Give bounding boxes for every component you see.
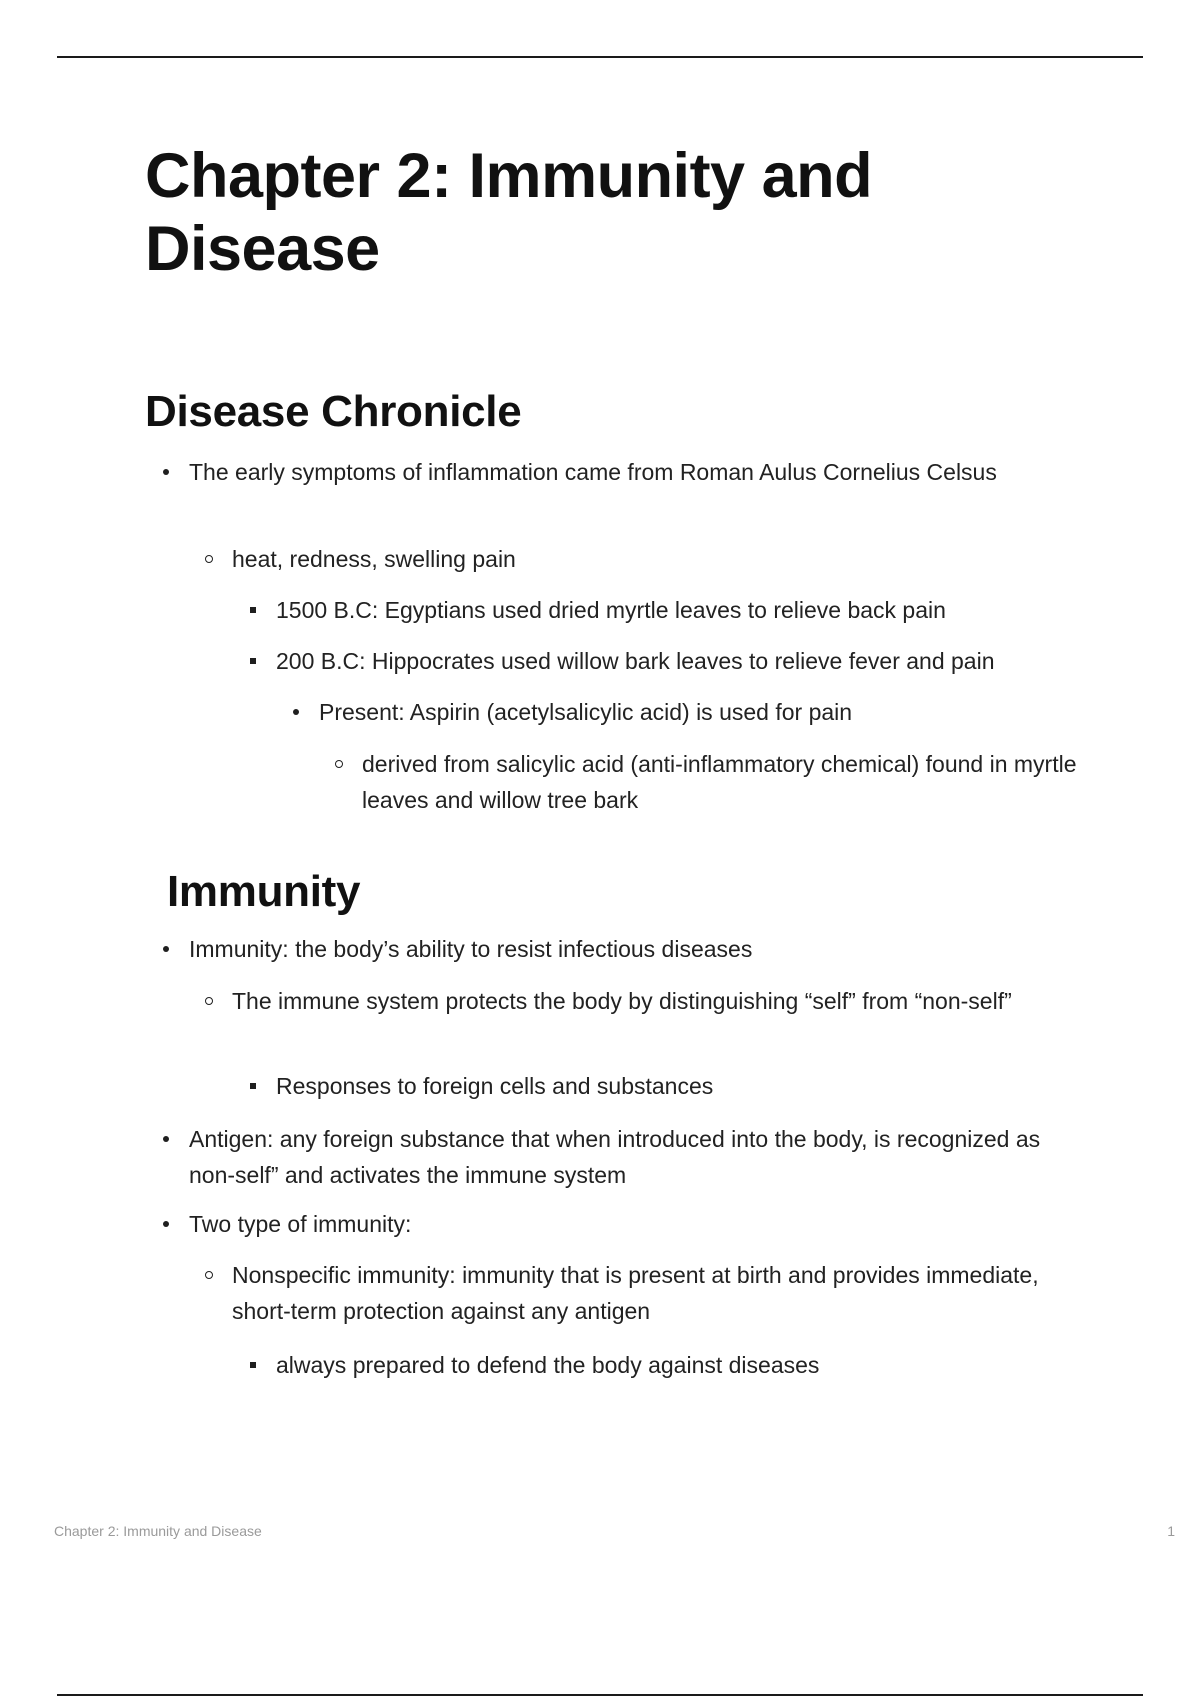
list-item [362, 746, 1097, 818]
top-rule [57, 56, 1143, 58]
list-item [276, 1068, 1136, 1104]
bottom-rule [57, 1694, 1143, 1696]
page-title: Chapter 2: Immunity and Disease [145, 141, 873, 284]
bullet-disc-icon [293, 709, 299, 715]
list-item [232, 983, 1087, 1019]
bullet-circle-icon [205, 555, 213, 563]
bullet-disc-icon [163, 1221, 169, 1227]
bullet-square-icon [250, 1083, 256, 1089]
footer-title: Chapter 2: Immunity and Disease [54, 1523, 262, 1539]
list-item [189, 1206, 1049, 1242]
list-item-text: heat, redness, swelling pain [232, 546, 516, 572]
list-item-text: Antigen: any foreign substance that when introduced into the body, is recognized as non-self” and activates the immune system [189, 1126, 1041, 1188]
list-item-text: 200 B.C: Hippocrates used willow bark leaves to relieve fever and pain [276, 648, 995, 674]
list-item-text: always prepared to defend the body against diseases [276, 1352, 820, 1378]
list-item-text: The early symptoms of inflammation came from Roman Aulus Cornelius Celsus [189, 459, 997, 485]
bullet-square-icon [250, 1362, 256, 1368]
list-item-text: Nonspecific immunity: immunity that is present at birth and provides immediate, short-term protection against any antigen [232, 1262, 1039, 1324]
list-item [189, 931, 1089, 967]
bullet-circle-icon [335, 760, 343, 768]
list-item-text: Present: Aspirin (acetylsalicylic acid) is used for pain [319, 699, 853, 725]
list-item [232, 1257, 1092, 1329]
bullet-disc-icon [163, 1136, 169, 1142]
list-item [276, 643, 1156, 679]
section-heading-disease-chronicle: Disease Chronicle [145, 387, 522, 436]
list-item-text: Immunity: the body’s ability to resist infectious diseases [189, 936, 753, 962]
page-number: 1 [1167, 1523, 1175, 1539]
bullet-circle-icon [205, 1271, 213, 1279]
list-item [276, 1347, 1136, 1383]
list-item [276, 592, 1156, 628]
bullet-disc-icon [163, 469, 169, 475]
list-item [189, 454, 1049, 490]
list-item [232, 541, 1092, 577]
section-heading-immunity: Immunity [167, 867, 361, 916]
bullet-circle-icon [205, 997, 213, 1005]
list-item-text: Two type of immunity: [189, 1211, 412, 1237]
list-item-text: The immune system protects the body by distinguishing “self” from “non-self” [232, 988, 1012, 1014]
list-item [189, 1121, 1049, 1193]
bullet-square-icon [250, 658, 256, 664]
bullet-square-icon [250, 607, 256, 613]
list-item-text: 1500 B.C: Egyptians used dried myrtle leaves to relieve back pain [276, 597, 946, 623]
list-item-text: derived from salicylic acid (anti-inflammatory chemical) found in myrtle leaves and willow tree bark [362, 751, 1077, 813]
list-item-text: Responses to foreign cells and substances [276, 1073, 714, 1099]
list-item [319, 694, 1139, 730]
bullet-disc-icon [163, 946, 169, 952]
